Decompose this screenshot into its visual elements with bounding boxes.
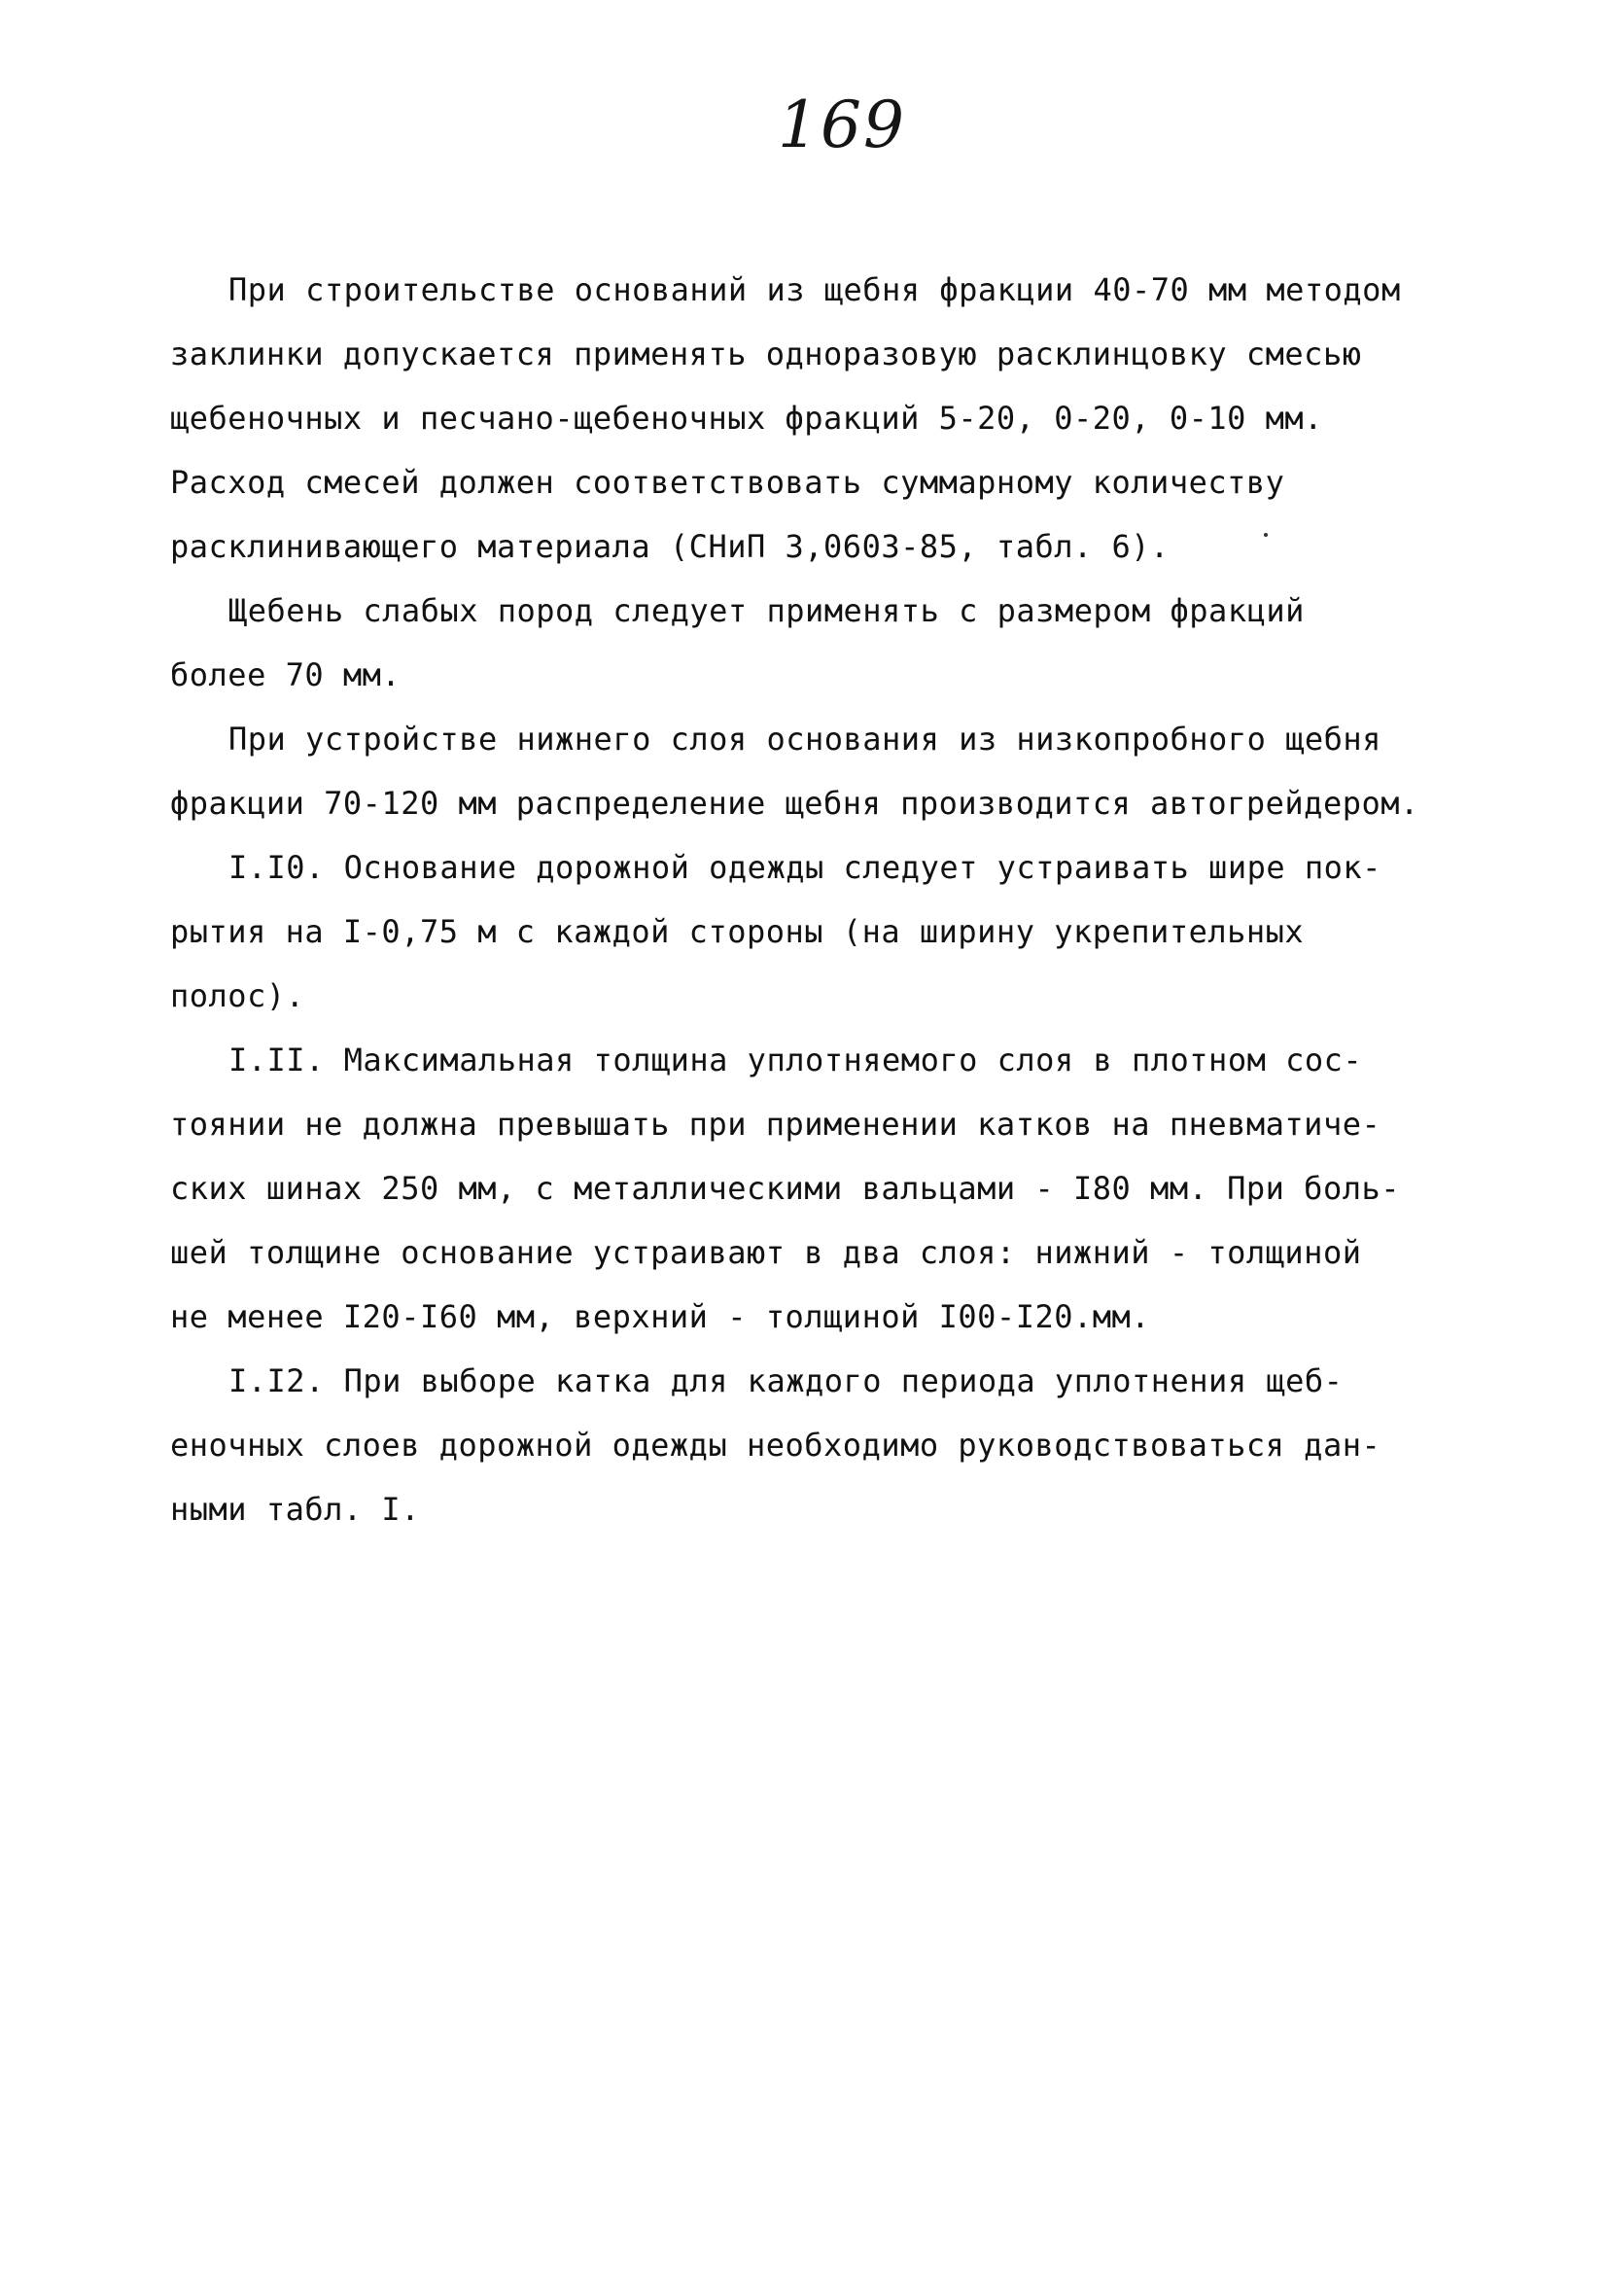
text-line: тоянии не должна превышать при применении катков на пневматиче- bbox=[170, 1106, 1381, 1143]
text-line: ских шинах 250 мм, с металлическими вальцами - I80 мм. При боль- bbox=[170, 1170, 1400, 1207]
text-line: еночных слоев дорожной одежды необходимо руководствоваться дан- bbox=[170, 1427, 1381, 1464]
text-line: более 70 мм. bbox=[170, 656, 402, 693]
text-line: расклинивающего материала (СНиП 3,0603-85, табл. 6). bbox=[170, 528, 1170, 565]
text-line: фракции 70-120 мм распределение щебня производится автогрейдером. bbox=[170, 785, 1419, 822]
text-line: не менее I20-I60 мм, верхний - толщиной I00-I20.мм. bbox=[170, 1298, 1151, 1335]
text-line: Расход смесей должен соответствовать суммарному количеству bbox=[170, 464, 1285, 501]
text-line: I.I0. Основание дорожной одежды следует устраивать шире пок- bbox=[228, 849, 1381, 886]
text-line: I.I2. При выборе катка для каждого периода уплотнения щеб- bbox=[228, 1362, 1344, 1399]
text-line: При строительстве оснований из щебня фракции 40-70 мм методом bbox=[228, 271, 1401, 308]
scan-speck bbox=[1264, 533, 1268, 537]
page-number: 169 bbox=[778, 88, 906, 162]
text-line: щебеночных и песчано-щебеночных фракций 5-20, 0-20, 0-10 мм. bbox=[170, 400, 1323, 437]
text-line: полос). bbox=[170, 977, 305, 1014]
document-body bbox=[170, 268, 1453, 1552]
text-line: ными табл. I. bbox=[170, 1491, 420, 1528]
text-line: рытия на I-0,75 м с каждой стороны (на ширину укрепительных bbox=[170, 913, 1305, 950]
text-line: Щебень слабых пород следует применять с размером фракций bbox=[228, 592, 1305, 629]
text-line: При устройстве нижнего слоя основания из низкопробного щебня bbox=[228, 721, 1381, 758]
text-line: I.II. Максимальная толщина уплотняемого слоя в плотном сос- bbox=[228, 1042, 1363, 1078]
text-line: шей толщине основание устраивают в два слоя: нижний - толщиной bbox=[170, 1234, 1362, 1271]
text-line: заклинки допускается применять одноразовую расклинцовку смесью bbox=[170, 336, 1362, 372]
